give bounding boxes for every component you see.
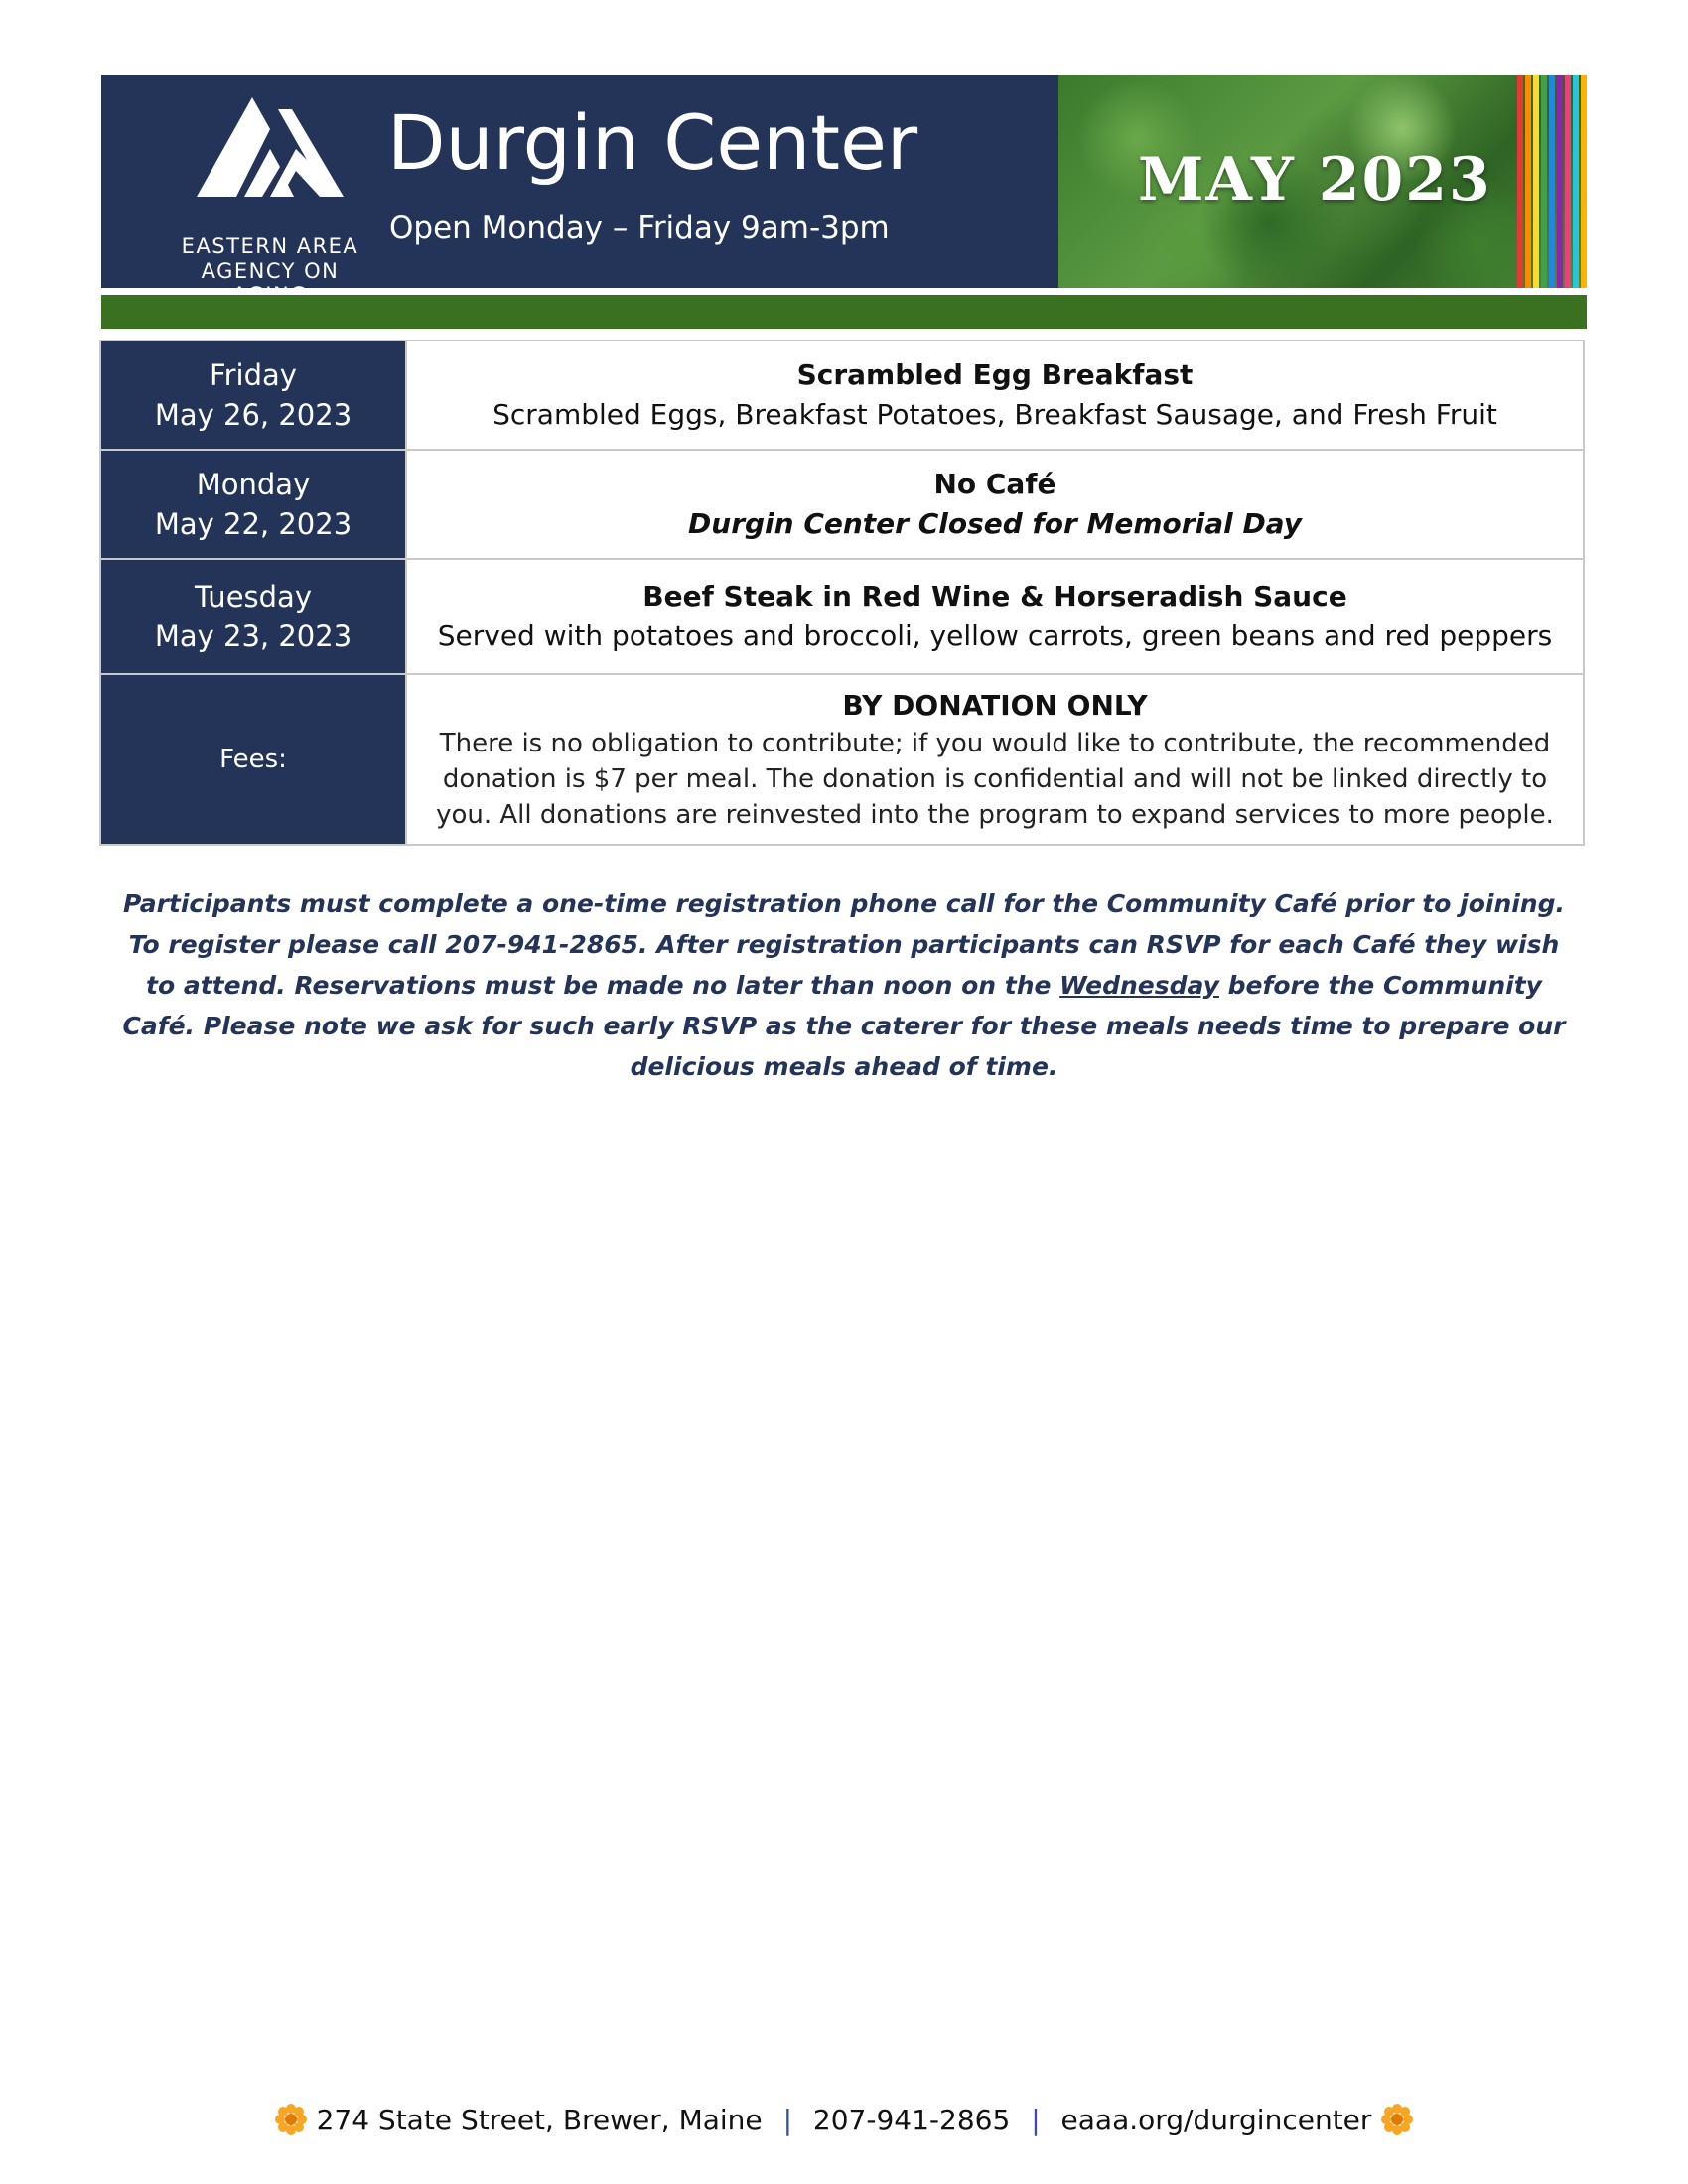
meal-title: No Café (933, 468, 1056, 500)
footer-website[interactable]: eaaa.org/durgincenter (1060, 2104, 1372, 2136)
footer-separator: | (1031, 2104, 1041, 2136)
fees-title: BY DONATION ONLY (842, 689, 1148, 722)
meal-cell (406, 341, 1584, 450)
mountain-logo-icon (197, 97, 344, 228)
table-row (100, 341, 1584, 450)
date-label: May 22, 2023 (154, 507, 352, 541)
meal-description: Scrambled Eggs, Breakfast Potatoes, Breakfast Sausage, and Fresh Fruit (492, 398, 1497, 431)
day-label: Tuesday (195, 580, 312, 614)
menu-table (99, 340, 1585, 846)
month-banner: MAY 2023 (1138, 145, 1492, 214)
meal-title: Scrambled Egg Breakfast (796, 358, 1194, 391)
meal-cell (406, 559, 1584, 674)
footer-address: 274 State Street, Brewer, Maine (316, 2104, 763, 2136)
meal-description: Durgin Center Closed for Memorial Day (688, 507, 1302, 540)
meal-title: Beef Steak in Red Wine & Horseradish Sauce (642, 580, 1347, 613)
maypole-photo (1058, 75, 1587, 288)
table-row (100, 559, 1584, 674)
fees-text: There is no obligation to contribute; if you would like to contribute, the recommended donation is $7 per meal. The donation is confidential and will not be linked directly to you. All donations are reinvested into the program to expand services to more people. (436, 729, 1554, 830)
org-name-line2: AGENCY ON (201, 259, 340, 283)
agency-logo (171, 97, 369, 283)
date-cell (100, 559, 406, 674)
green-divider-bar (101, 295, 1587, 329)
flower-icon (274, 2103, 308, 2136)
page-title: Durgin Center (387, 98, 918, 187)
notice-underlined-day: Wednesday (1059, 971, 1219, 1000)
date-cell (100, 341, 406, 450)
day-label: Friday (210, 358, 297, 392)
footer (0, 2103, 1688, 2136)
footer-phone: 207-941-2865 (812, 2104, 1011, 2136)
flower-icon (1380, 2103, 1414, 2136)
org-name-line1: EASTERN AREA (181, 234, 359, 258)
registration-notice (111, 884, 1577, 1087)
day-label: Monday (196, 468, 311, 501)
header-banner (101, 75, 1587, 288)
footer-separator: | (782, 2104, 793, 2136)
fees-label: Fees: (219, 745, 287, 774)
fees-label-cell (100, 674, 406, 845)
date-cell (100, 450, 406, 559)
maypole-ribbons (1497, 75, 1587, 288)
date-label: May 23, 2023 (154, 619, 352, 653)
fees-cell (406, 674, 1584, 845)
meal-description: Served with potatoes and broccoli, yellow carrots, green beans and red peppers (437, 619, 1553, 652)
opening-hours: Open Monday – Friday 9am-3pm (389, 210, 890, 246)
header-navy-panel (101, 75, 1058, 288)
table-row (100, 674, 1584, 845)
notice-text-part2: before the Community Café. Please note we ask for such early RSVP as the caterer for these meals needs time to prepare our delicious meals ahead of time. (122, 971, 1566, 1081)
date-label: May 26, 2023 (154, 398, 352, 432)
table-row (100, 450, 1584, 559)
notice-text-part1: Participants must complete a one-time registration phone call for the Community Café prior to joining. To register please call 207-941-2865. After registration participants can RSVP for each Café they wish to attend. Reservations must be made no later than noon on the (122, 889, 1565, 1000)
meal-cell (406, 450, 1584, 559)
